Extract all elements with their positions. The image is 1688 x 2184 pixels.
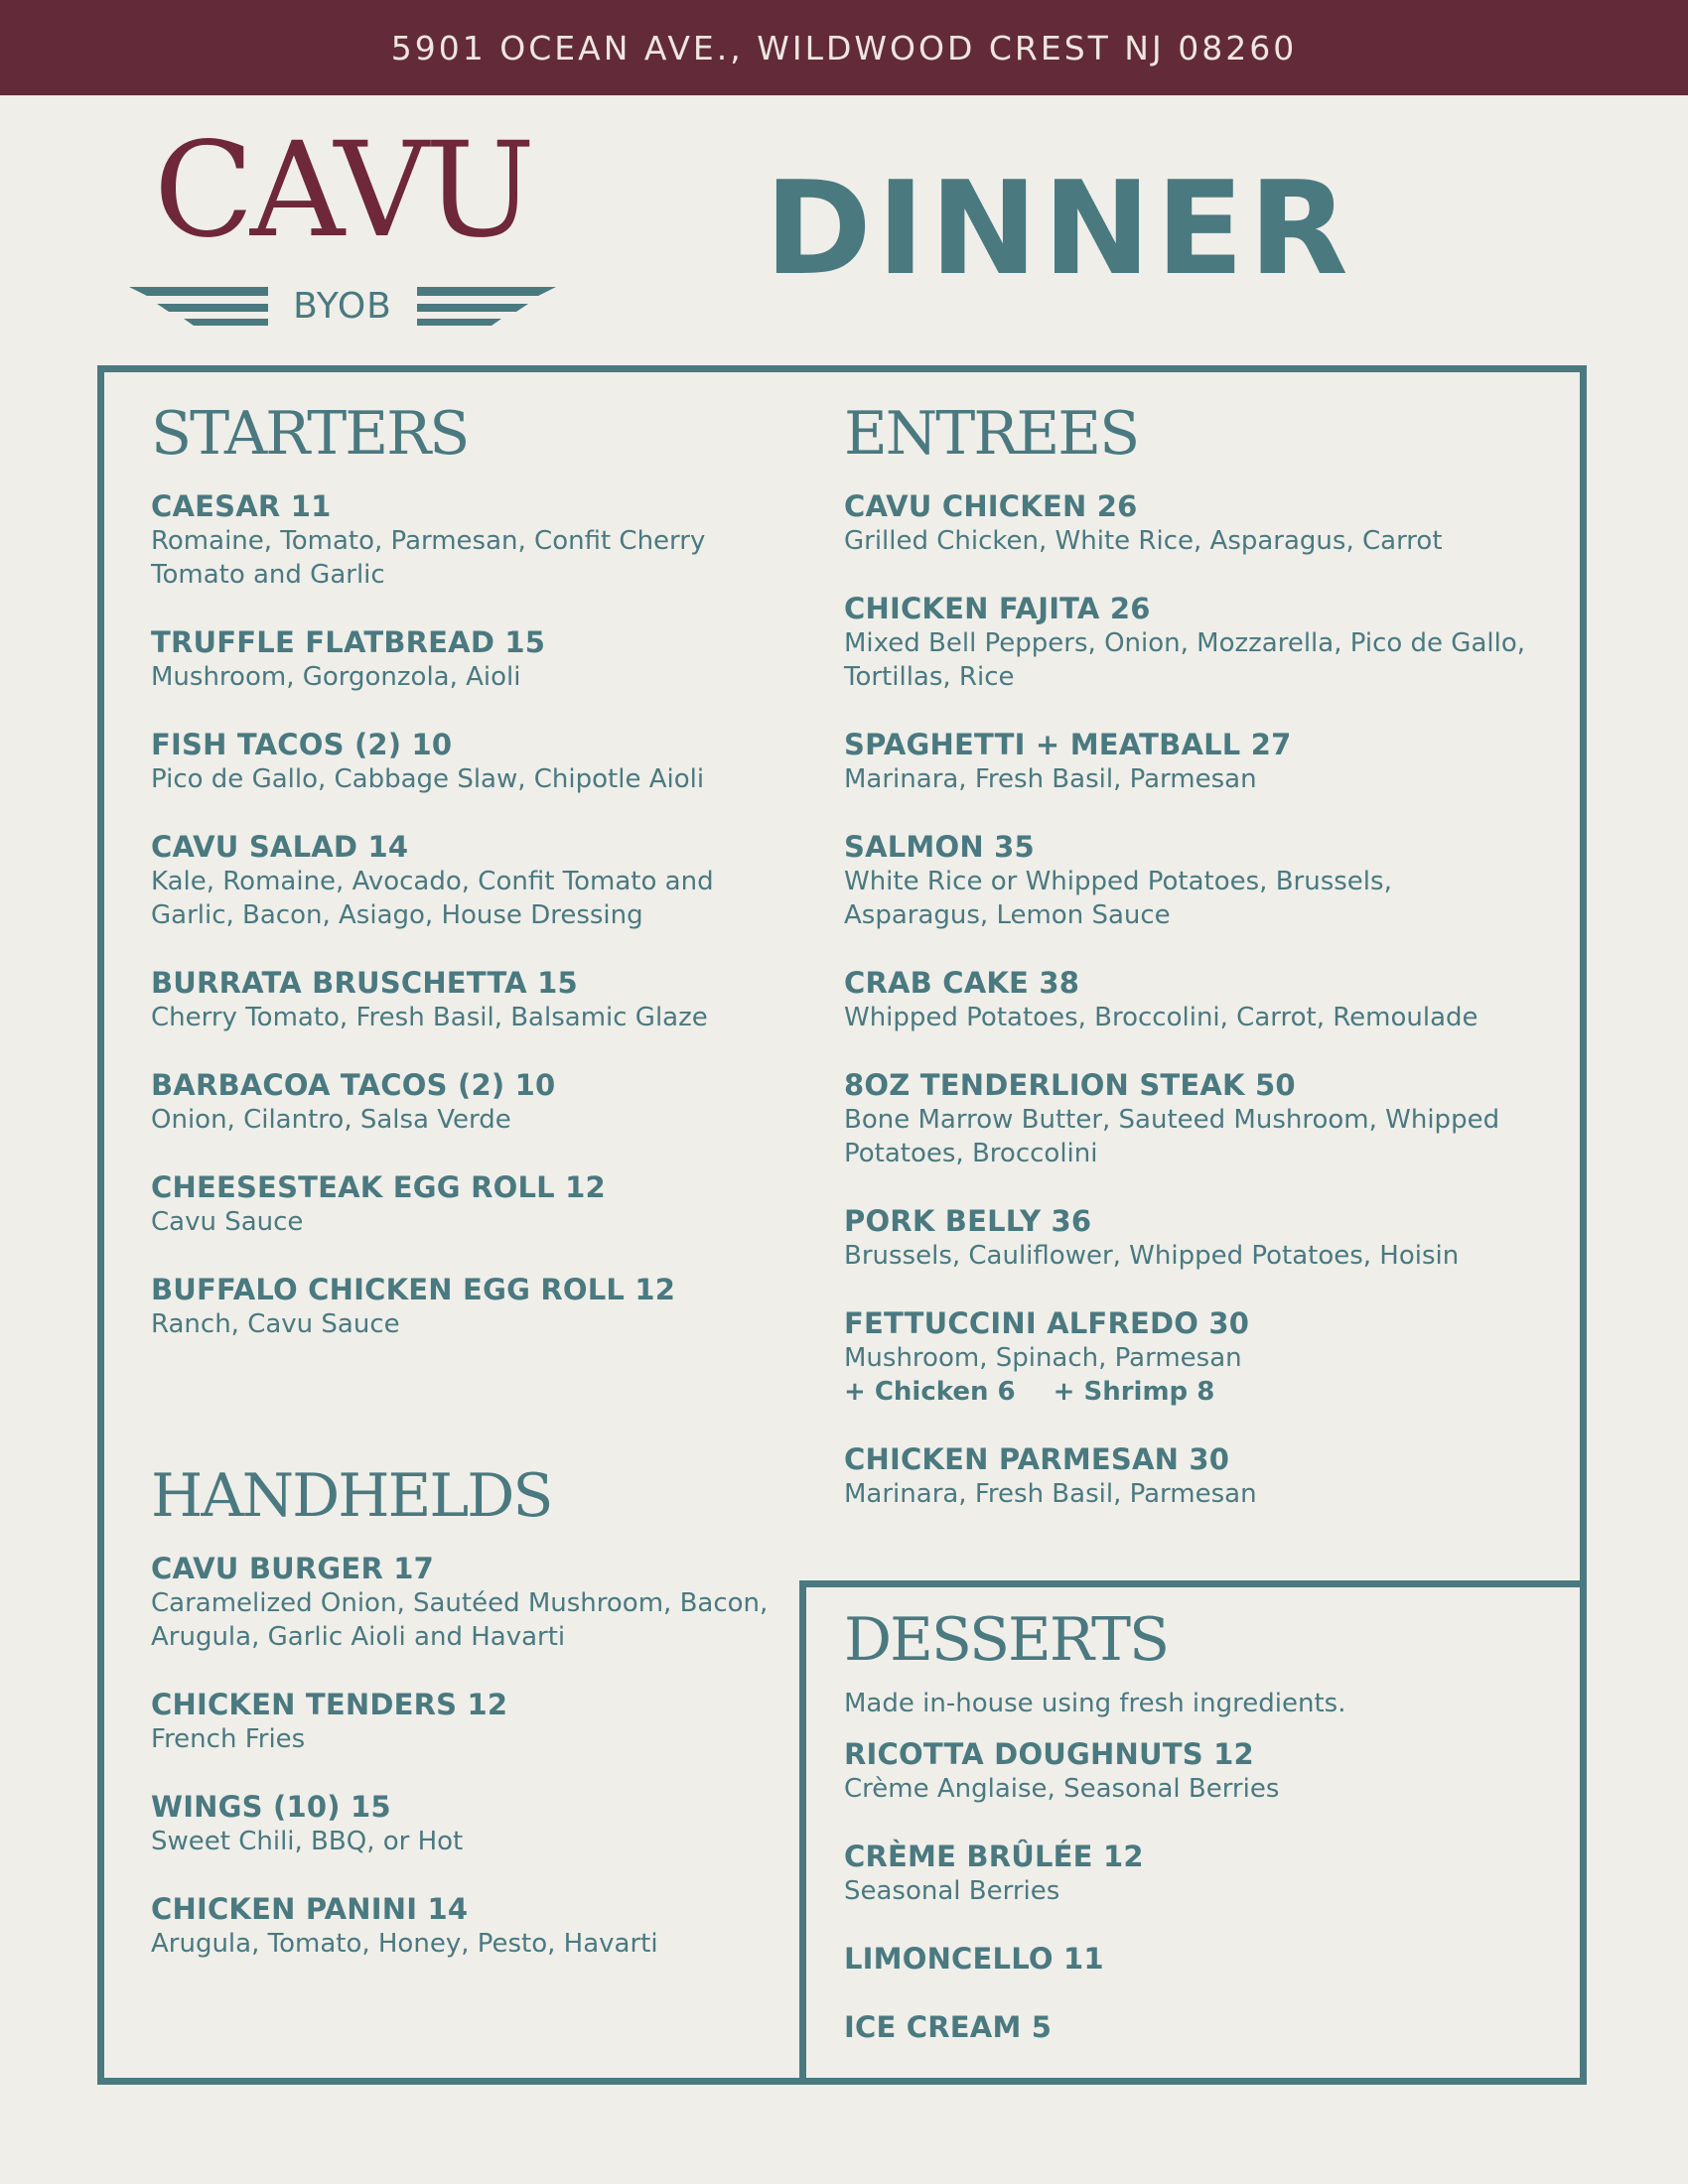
menu-item-name: FETTUCCINI ALFREDO 30 (844, 1306, 1250, 1340)
desserts-heading: DESSERTS (844, 1605, 1169, 1675)
menu-item (151, 1272, 786, 1341)
menu-item-name: PORK BELLY 36 (844, 1204, 1092, 1238)
menu-item (151, 1891, 786, 1961)
menu-item-name: TRUFFLE FLATBREAD 15 (151, 625, 546, 659)
menu-item (844, 1839, 1539, 1908)
menu-item (151, 727, 786, 796)
menu-item-desc: Whipped Potatoes, Broccolini, Carrot, Remoulade (844, 1003, 1478, 1032)
handhelds-section (151, 1459, 786, 1993)
logo-byob-banner (129, 282, 556, 332)
menu-item-desc: White Rice or Whipped Potatoes, Brussels, Asparagus, Lemon Sauce (844, 867, 1392, 930)
menu-item (844, 1305, 1539, 1409)
menu-item (151, 1789, 786, 1858)
menu-item-name: BARBACOA TACOS (2) 10 (151, 1068, 556, 1102)
menu-item (844, 727, 1539, 796)
menu-item-desc: Mushroom, Gorgonzola, Aioli (151, 662, 521, 692)
address-bar (0, 0, 1688, 95)
menu-item (844, 1441, 1539, 1511)
menu-item-desc: Romaine, Tomato, Parmesan, Confit Cherry Tomato and Garlic (151, 526, 706, 590)
menu-item-desc: Mushroom, Spinach, Parmesan (844, 1343, 1242, 1373)
menu-item (151, 1067, 786, 1137)
menu-item-desc: Cavu Sauce (151, 1207, 304, 1237)
menu-item-name: CHICKEN FAJITA 26 (844, 592, 1151, 625)
menu-item (151, 1551, 786, 1654)
starters-heading: STARTERS (151, 399, 469, 469)
menu-item-desc: Caramelized Onion, Sautéed Mushroom, Bacon, Arugula, Garlic Aioli and Havarti (151, 1588, 769, 1652)
menu-item-name: CAESAR 11 (151, 489, 332, 523)
page-title: DINNER (765, 153, 1353, 304)
menu-item-desc: Mixed Bell Peppers, Onion, Mozzarella, Pico de Gallo, Tortillas, Rice (844, 628, 1526, 692)
menu-item-name: ICE CREAM 5 (844, 2010, 1053, 2044)
menu-item-name: RICOTTA DOUGHNUTS 12 (844, 1737, 1254, 1771)
menu-item-desc: Pico de Gallo, Cabbage Slaw, Chipotle Aioli (151, 764, 705, 794)
entrees-heading: ENTREES (844, 399, 1139, 469)
addon-shrimp: + Shrimp 8 (1053, 1377, 1215, 1407)
cavu-logo (129, 111, 556, 335)
menu-item-name: BURRATA BRUSCHETTA 15 (151, 966, 578, 1000)
menu-item-desc: Ranch, Cavu Sauce (151, 1309, 400, 1339)
menu-item-desc: Bone Marrow Butter, Sauteed Mushroom, Whipped Potatoes, Broccolini (844, 1105, 1500, 1168)
menu-item-desc: Kale, Romaine, Avocado, Confit Tomato and Garlic, Bacon, Asiago, House Dressing (151, 867, 714, 930)
menu-item (151, 829, 786, 932)
menu-item-desc: Grilled Chicken, White Rice, Asparagus, Carrot (844, 526, 1443, 556)
logo-wordmark: CAVU (153, 114, 532, 267)
menu-item (844, 2009, 1539, 2045)
menu-item (844, 1067, 1539, 1170)
menu-item-name: FISH TACOS (2) 10 (151, 728, 453, 761)
menu-item-name: CHICKEN TENDERS 12 (151, 1688, 508, 1721)
menu-item-name: CRAB CAKE 38 (844, 966, 1080, 1000)
entrees-section (844, 397, 1539, 1544)
menu-item (151, 1169, 786, 1239)
menu-item (844, 1203, 1539, 1273)
menu-item (844, 488, 1539, 558)
menu-item-name: CAVU SALAD 14 (151, 830, 409, 864)
address-text: 5901 OCEAN AVE., WILDWOOD CREST NJ 08260 (390, 28, 1298, 68)
menu-item-desc: French Fries (151, 1724, 306, 1754)
desserts-note: Made in-house using fresh ingredients. (844, 1689, 1346, 1718)
menu-item (844, 829, 1539, 932)
menu-item-name: CRÈME BRÛLÉE 12 (844, 1840, 1144, 1873)
menu-item-name: CAVU BURGER 17 (151, 1552, 435, 1585)
menu-item-desc: Seasonal Berries (844, 1876, 1060, 1906)
menu-item-name: CHICKEN PANINI 14 (151, 1892, 469, 1926)
menu-item-addons (844, 1375, 1539, 1409)
desserts-section (844, 1603, 1539, 2078)
menu-item-name: BUFFALO CHICKEN EGG ROLL 12 (151, 1273, 676, 1306)
menu-item (151, 488, 786, 592)
menu-item-name: SPAGHETTI + MEATBALL 27 (844, 728, 1292, 761)
menu-item-desc: Crème Anglaise, Seasonal Berries (844, 1774, 1280, 1804)
menu-item (151, 1687, 786, 1756)
menu-item-name: CHICKEN PARMESAN 30 (844, 1442, 1230, 1476)
menu-item (151, 624, 786, 694)
menu-item-desc: Arugula, Tomato, Honey, Pesto, Havarti (151, 1929, 658, 1959)
menu-item-name: LIMONCELLO 11 (844, 1942, 1104, 1976)
menu-item-desc: Marinara, Fresh Basil, Parmesan (844, 1479, 1257, 1509)
menu-item-name: 8OZ TENDERLION STEAK 50 (844, 1068, 1296, 1102)
menu-item (844, 1941, 1539, 1977)
handhelds-heading: HANDHELDS (151, 1461, 552, 1531)
menu-item-name: CHEESESTEAK EGG ROLL 12 (151, 1170, 606, 1204)
menu-item-desc: Sweet Chili, BBQ, or Hot (151, 1827, 464, 1856)
menu-item-name: WINGS (10) 15 (151, 1790, 391, 1824)
menu-item-name: SALMON 35 (844, 830, 1035, 864)
logo-byob-text: BYOB (293, 286, 392, 327)
addon-chicken: + Chicken 6 (844, 1377, 1016, 1407)
menu-item-desc: Onion, Cilantro, Salsa Verde (151, 1105, 511, 1135)
menu-item-name: CAVU CHICKEN 26 (844, 489, 1138, 523)
menu-item-desc: Brussels, Cauliflower, Whipped Potatoes, Hoisin (844, 1241, 1460, 1271)
menu-item (844, 591, 1539, 694)
menu-item (844, 965, 1539, 1034)
starters-section (151, 397, 786, 1374)
menu-item-desc: Marinara, Fresh Basil, Parmesan (844, 764, 1257, 794)
menu-item (151, 965, 786, 1034)
menu-item-desc: Cherry Tomato, Fresh Basil, Balsamic Glaze (151, 1003, 708, 1032)
menu-item (844, 1736, 1539, 1806)
